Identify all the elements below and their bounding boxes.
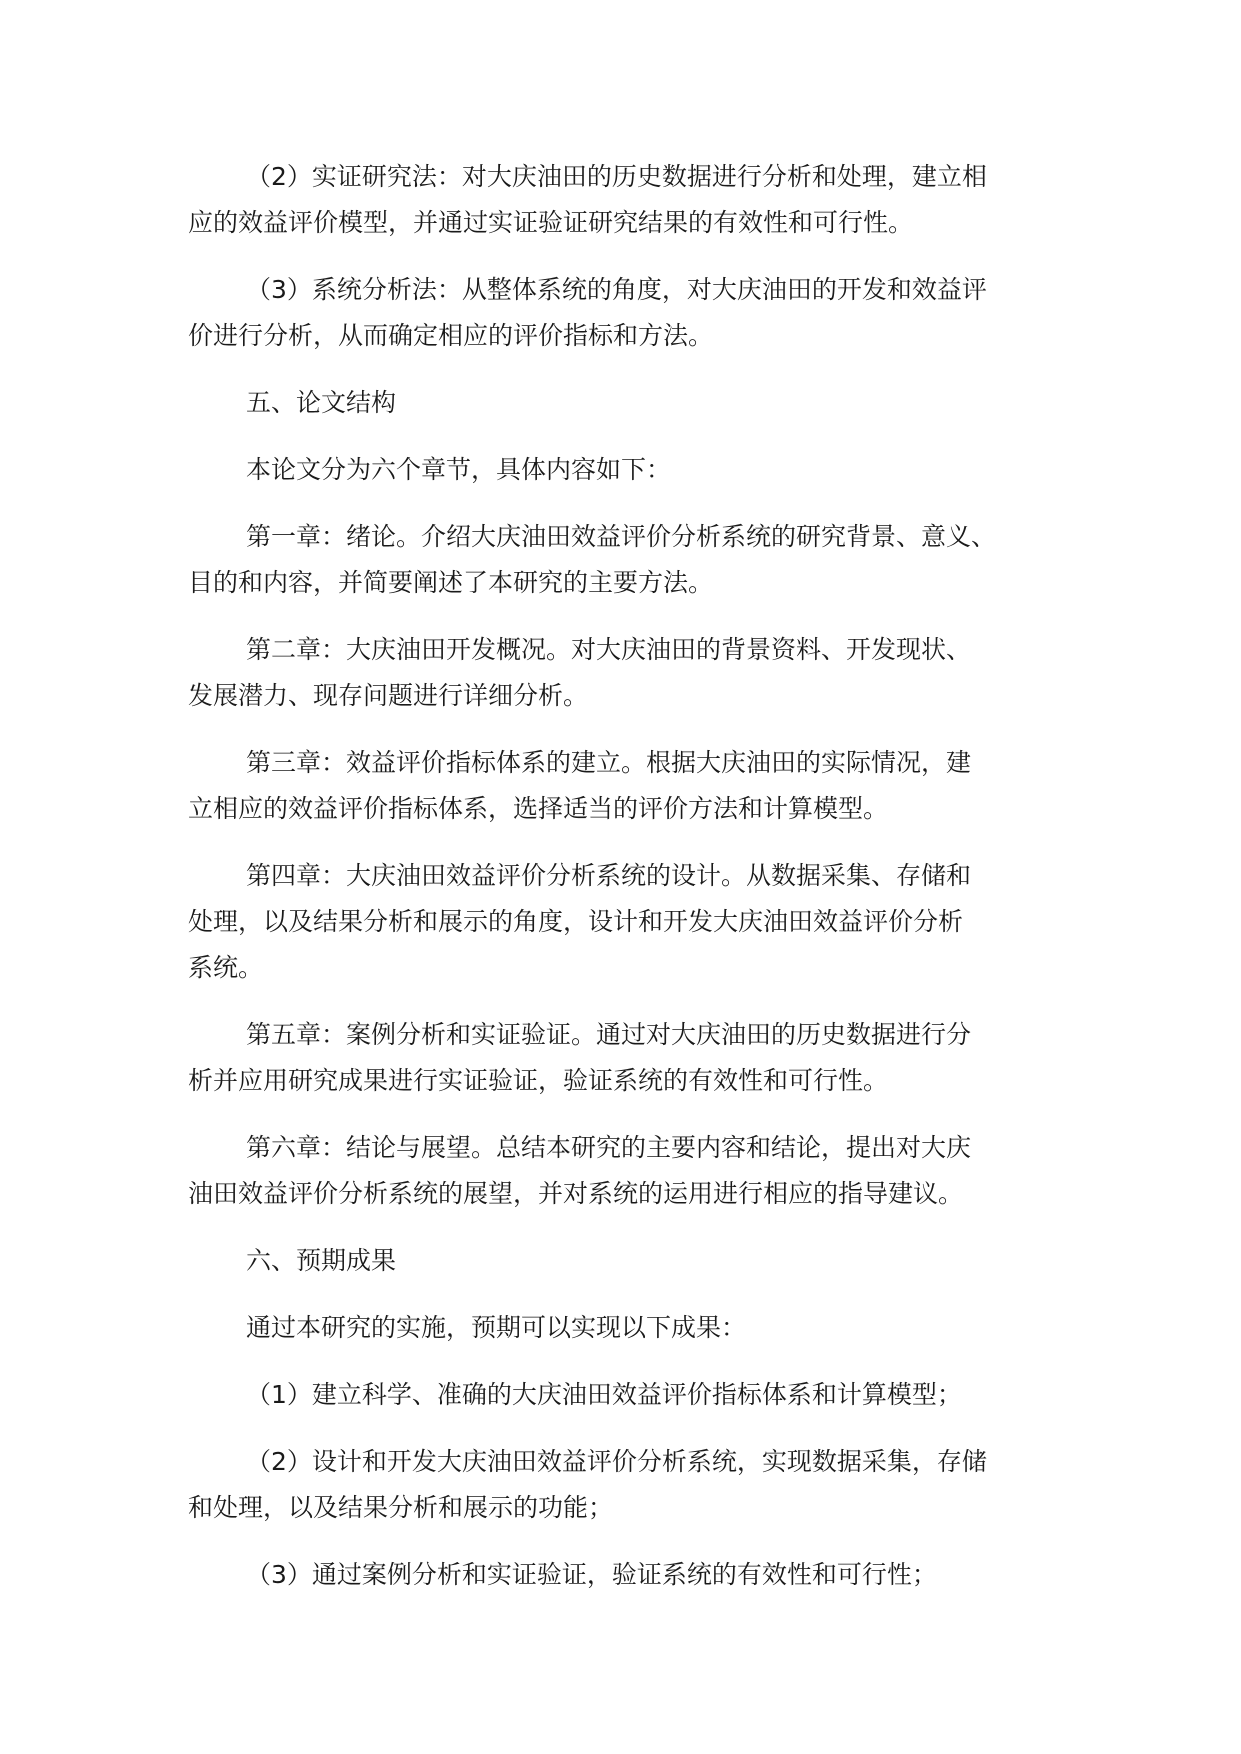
paragraph-line: 第五章：案例分析和实证验证。通过对大庆油田的历史数据进行分 (246, 1020, 972, 1049)
paragraph-line: （2）设计和开发大庆油田效益评价分析系统，实现数据采集，存储 (246, 1447, 987, 1476)
paragraph-line: 和处理，以及结果分析和展示的功能； (188, 1493, 614, 1522)
section-heading-thesis-structure (188, 380, 1068, 426)
paragraph-result-1 (188, 1372, 1068, 1418)
section-heading-text: 六、预期成果 (246, 1246, 397, 1275)
paragraph-method-3 (188, 267, 1068, 359)
paragraph-line: 第六章：结论与展望。总结本研究的主要内容和结论，提出对大庆 (246, 1133, 972, 1162)
paragraph-result-2 (188, 1439, 1068, 1531)
paragraph-line: 第三章：效益评价指标体系的建立。根据大庆油田的实际情况，建 (246, 748, 972, 777)
paragraph-result-3 (188, 1552, 1068, 1598)
paragraph-chapter-1 (188, 514, 1068, 606)
paragraph-line: 第四章：大庆油田效益评价分析系统的设计。从数据采集、存储和 (246, 861, 972, 890)
paragraph-line: 析并应用研究成果进行实证验证，验证系统的有效性和可行性。 (188, 1066, 889, 1095)
paragraph-line: 第一章：绪论。介绍大庆油田效益评价分析系统的研究背景、意义、 (246, 522, 997, 551)
paragraph-line: （1）建立科学、准确的大庆油田效益评价指标体系和计算模型； (246, 1380, 962, 1409)
paragraph-line: 通过本研究的实施，预期可以实现以下成果： (246, 1313, 747, 1342)
paragraph-results-intro (188, 1305, 1068, 1351)
paragraph-line: 第二章：大庆油田开发概况。对大庆油田的背景资料、开发现状、 (246, 635, 972, 664)
paragraph-line: （3）系统分析法：从整体系统的角度，对大庆油田的开发和效益评 (246, 275, 987, 304)
paragraph-chapter-6 (188, 1125, 1068, 1217)
paragraph-chapter-3 (188, 740, 1068, 832)
section-heading-expected-results (188, 1238, 1068, 1284)
document-body (188, 154, 1068, 1619)
paragraph-chapter-2 (188, 627, 1068, 719)
paragraph-line: 目的和内容，并简要阐述了本研究的主要方法。 (188, 568, 714, 597)
section-heading-text: 五、论文结构 (246, 388, 397, 417)
paragraph-line: 系统。 (188, 953, 264, 982)
paragraph-structure-intro (188, 447, 1068, 493)
paragraph-line: 本论文分为六个章节，具体内容如下： (246, 455, 672, 484)
paragraph-line: 处理，以及结果分析和展示的角度，设计和开发大庆油田效益评价分析 (188, 907, 964, 936)
paragraph-chapter-5 (188, 1012, 1068, 1104)
paragraph-line: 立相应的效益评价指标体系，选择适当的评价方法和计算模型。 (188, 794, 889, 823)
paragraph-line: 应的效益评价模型，并通过实证验证研究结果的有效性和可行性。 (188, 208, 914, 237)
paragraph-chapter-4 (188, 853, 1068, 991)
paragraph-method-2 (188, 154, 1068, 246)
paragraph-line: 价进行分析，从而确定相应的评价指标和方法。 (188, 321, 714, 350)
paragraph-line: （2）实证研究法：对大庆油田的历史数据进行分析和处理，建立相 (246, 162, 987, 191)
paragraph-line: 发展潜力、现存问题进行详细分析。 (188, 681, 589, 710)
paragraph-line: （3）通过案例分析和实证验证，验证系统的有效性和可行性； (246, 1560, 937, 1589)
paragraph-line: 油田效益评价分析系统的展望，并对系统的运用进行相应的指导建议。 (188, 1179, 964, 1208)
